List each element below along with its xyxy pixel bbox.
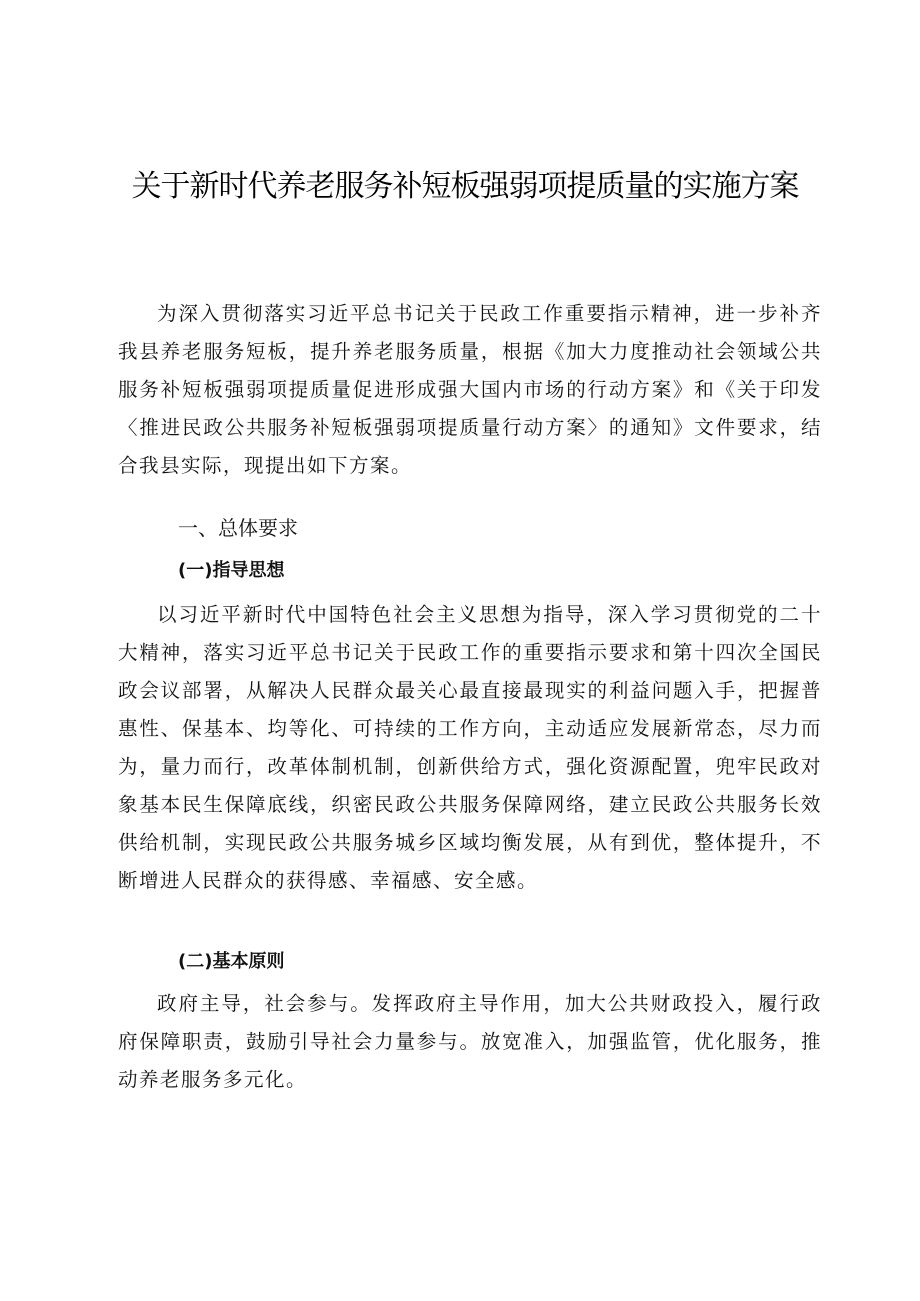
subsection-heading-guiding-ideology: (一)指导思想	[178, 560, 285, 581]
section-heading-general-requirements: 一、总体要求	[178, 516, 298, 540]
document-title: 关于新时代养老服务补短板强弱项提质量的实施方案	[131, 169, 799, 204]
subsection-heading-basic-principles: (二)基本原则	[178, 951, 285, 972]
intro-paragraph: 为深入贯彻落实习近平总书记关于民政工作重要指示精神，进一步补齐我县养老服务短板，提升养老服务质量，根据《加大力度推动社会领域公共服务补短板强弱项提质量促进形成强大国内市场的行动方案》和《关于印发〈推进民政公共服务补短板强弱项提质量行动方案〉的通知》文件要求，结合我县实际，现提出如下方案。	[118, 302, 822, 477]
guiding-ideology-paragraph: 以习近平新时代中国特色社会主义思想为指导，深入学习贯彻党的二十大精神，落实习近平总书记关于民政工作的重要指示要求和第十四次全国民政会议部署，从解决人民群众最关心最直接最现实的利益问题入手，把握普惠性、保基本、均等化、可持续的工作方向，主动适应发展新常态，尽力而为，量力而行，改革体制机制，创新供给方式，强化资源配置，兜牢民政对象基本民生保障底线，织密民政公共服务保障网络，建立民政公共服务长效供给机制，实现民政公共服务城乡区域均衡发展，从有到优，整体提升，不断增进人民群众的获得感、幸福感、安全感。	[118, 603, 822, 892]
basic-principles-paragraph: 政府主导，社会参与。发挥政府主导作用，加大公共财政投入，履行政府保障职责，鼓励引导社会力量参与。放宽准入，加强监管，优化服务，推动养老服务多元化。	[118, 992, 822, 1091]
